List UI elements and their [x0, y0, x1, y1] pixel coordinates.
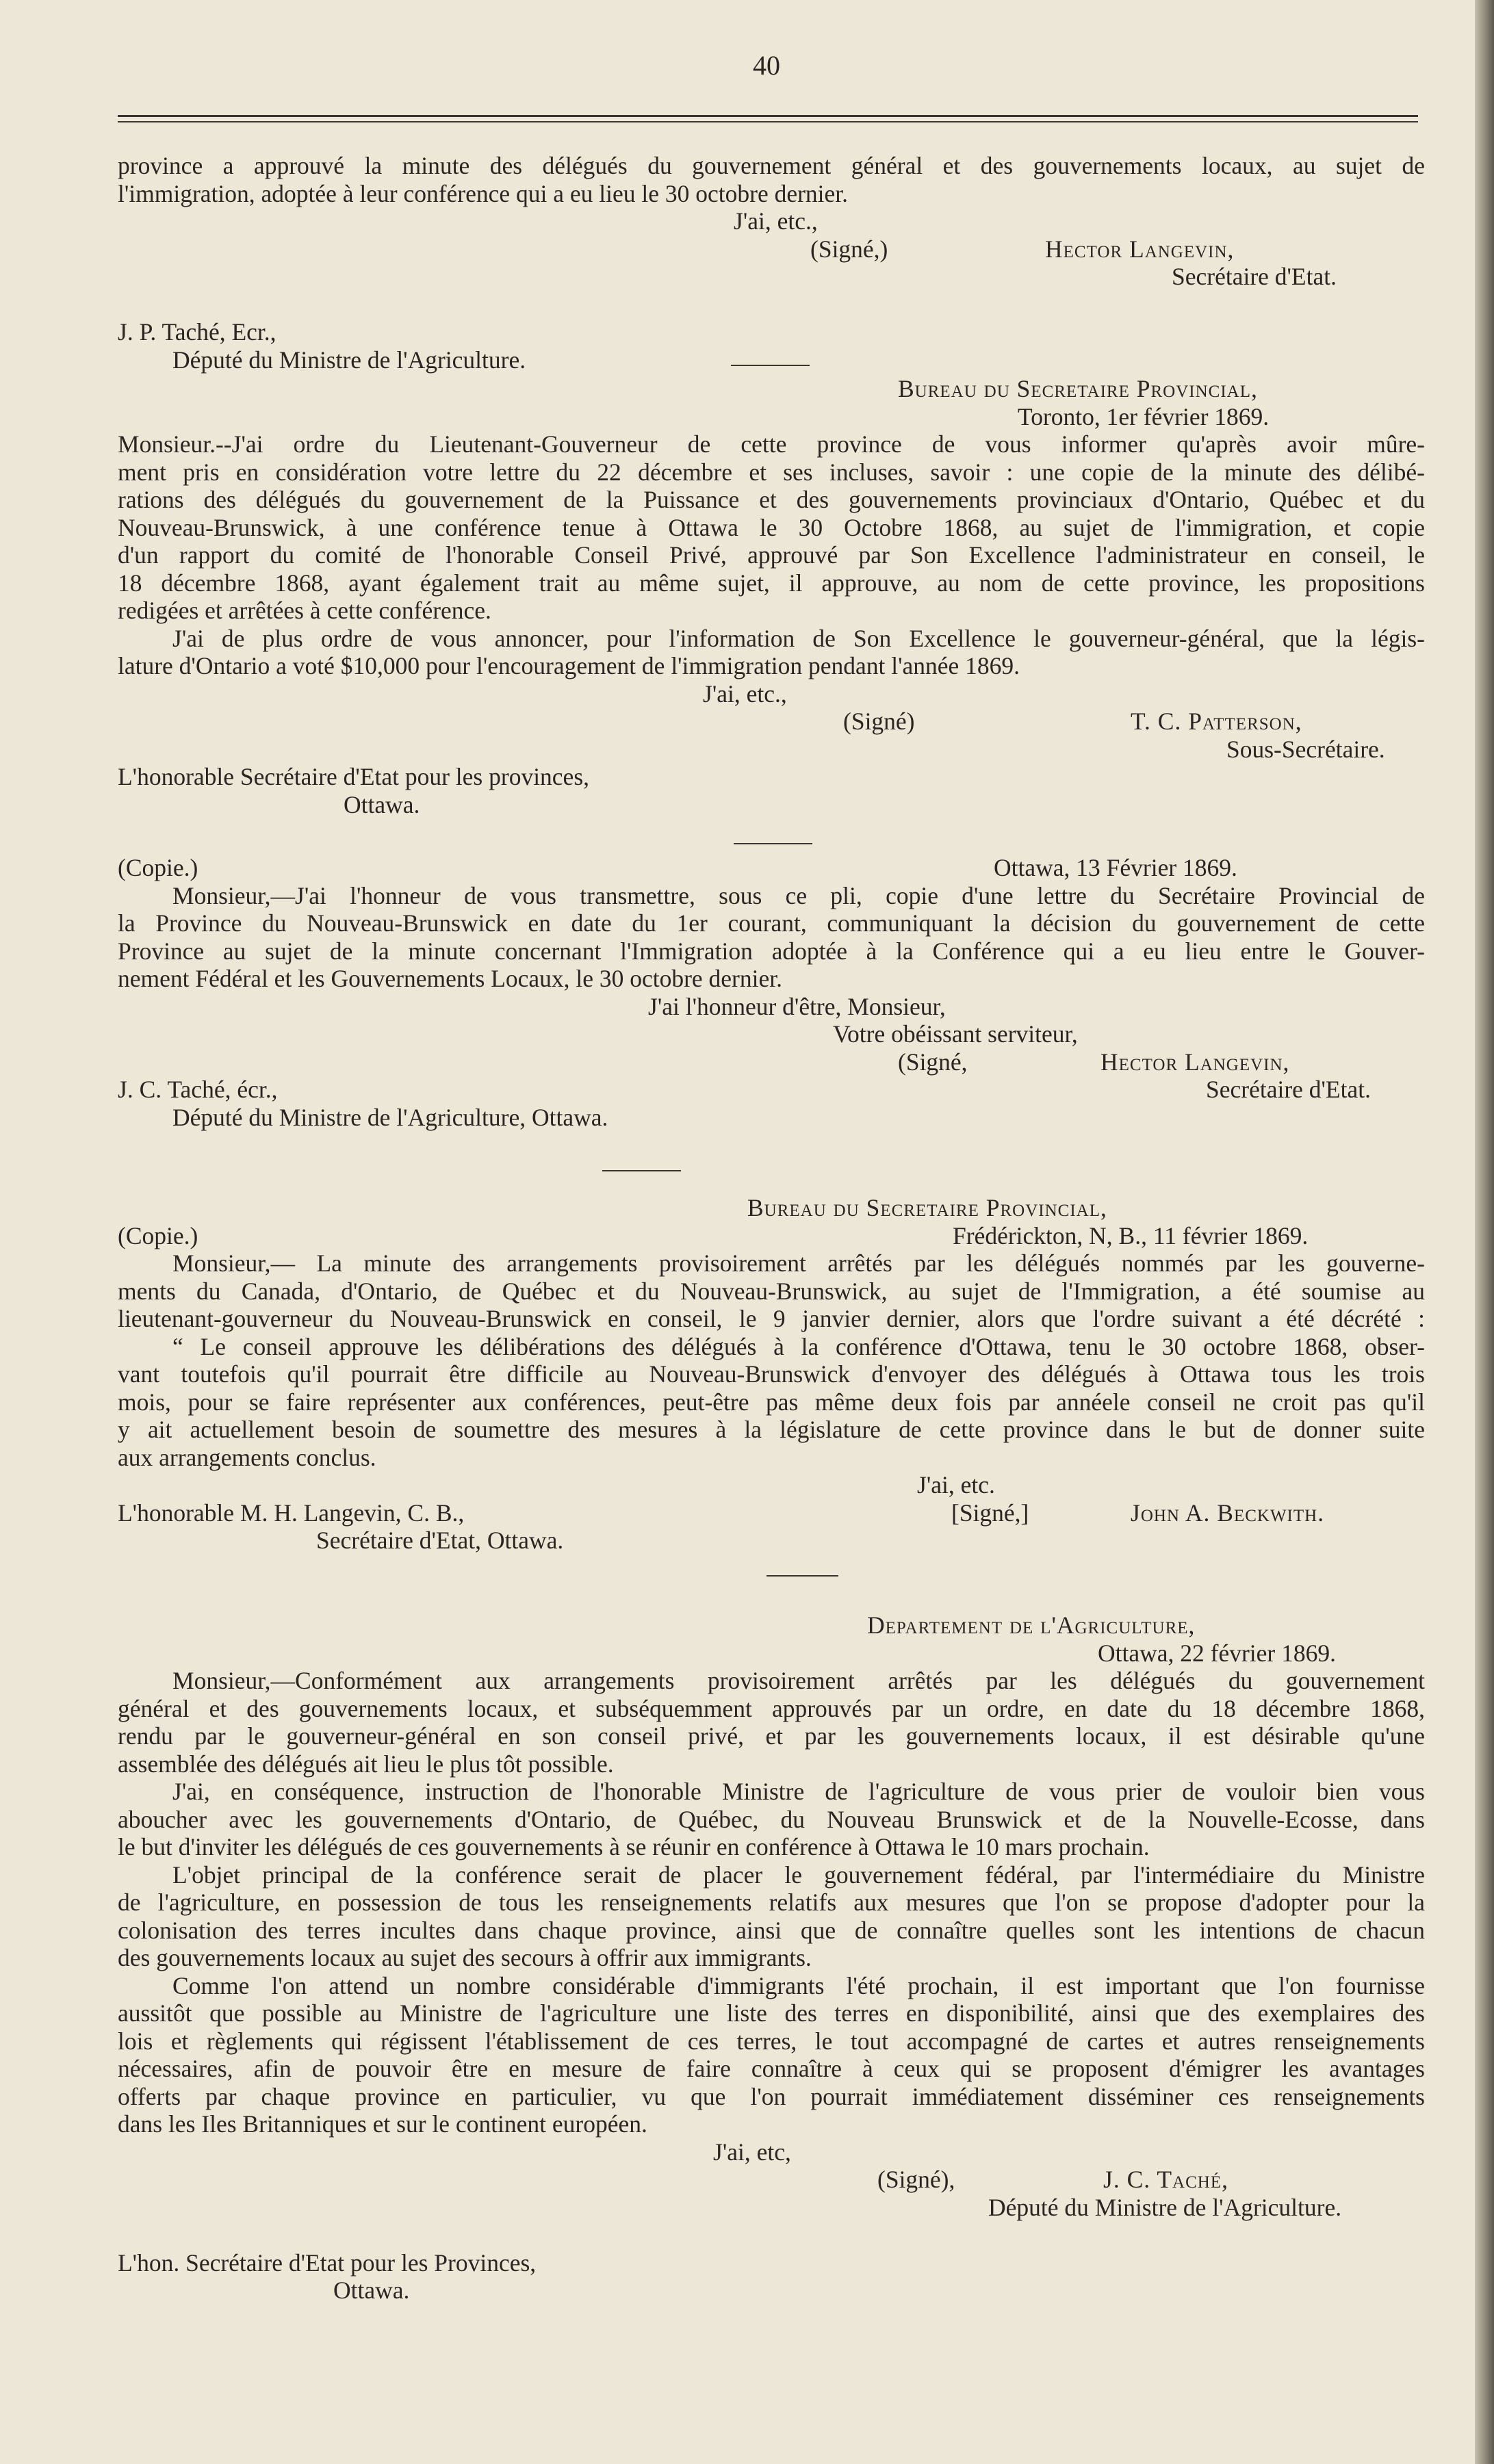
signer-title: Secrétaire d'Etat.	[1172, 263, 1337, 290]
letter-date: Toronto, 1er février 1869.	[1018, 402, 1270, 430]
paragraph-line: redigées et arrêtées à cette conférence.	[118, 597, 491, 624]
paragraph-line: général et des gouvernements locaux, et subséquemment approuvés par un ordre, en date du 18 décembre 1868,	[118, 1694, 1425, 1722]
paragraph-line: des gouvernements locaux au sujet des secours à offrir aux immigrants.	[118, 1944, 812, 1971]
book-binding-edge	[1475, 0, 1494, 2464]
signed-mark: [Signé,]	[951, 1499, 1029, 1527]
quote-line: aux arrangements conclus.	[118, 1443, 376, 1471]
signer-name: John A. Beckwith.	[1131, 1499, 1325, 1527]
paragraph-line: assemblée des délégués ait lieu le plus tôt possible.	[118, 1750, 614, 1778]
signature-line	[118, 235, 1425, 263]
quote-line: y ait actuellement besoin de soumettre des mesures à la législature de cette province dans le but de donner suite	[118, 1416, 1425, 1443]
letter-date: Ottawa, 13 Février 1869.	[994, 854, 1237, 881]
closing-jai: J'ai, etc.	[917, 1471, 995, 1499]
office-heading: Departement de l'Agriculture,	[867, 1611, 1196, 1639]
office-line	[118, 1194, 1425, 1222]
addressee-city: Ottawa.	[333, 2277, 410, 2304]
paragraph-line: 18 décembre 1868, ayant également trait au même sujet, il approuve, au nom de cette province, les propositions	[118, 569, 1425, 597]
paragraph-line: L'objet principal de la conférence serait de placer le gouvernement fédéral, par l'intermédiaire du Ministre	[172, 1860, 1425, 1889]
signer-name: Hector Langevin,	[1045, 235, 1235, 263]
quote-line: vant toutefois qu'il pourrait être difficile au Nouveau-Brunswick d'envoyer des délégués à Ottawa tous les trois	[118, 1360, 1425, 1388]
paragraph-line: lature d'Ontario a voté $10,000 pour l'encouragement de l'immigration pendant l'année 1869.	[118, 652, 1020, 679]
signed-mark: (Signé),	[877, 2166, 955, 2193]
letter-agriculture-dept	[118, 1611, 1425, 2305]
addressee: J. P. Taché, Ecr.,	[118, 318, 276, 346]
addressee-title: Secrétaire d'Etat, Ottawa.	[316, 1527, 564, 1554]
office-heading: Bureau du Secretaire Provincial,	[898, 375, 1258, 402]
closing-line	[118, 207, 1425, 235]
closing-line	[118, 1471, 1425, 1499]
paragraph-line: province a approuvé la minute des délégués du gouvernement général et des gouvernements locaux, au sujet de	[118, 152, 1425, 179]
closing-line	[118, 1020, 1425, 1048]
date-line	[118, 1639, 1425, 1668]
paragraph-line: rendu par le gouverneur-général en son conseil privé, et par les gouvernements locaux, il est désirable qu'une	[118, 1722, 1425, 1750]
signed-mark: (Signé,)	[810, 235, 888, 263]
section-divider	[602, 1170, 681, 1171]
signer-title-line	[118, 736, 1425, 764]
copy-mark: (Copie.)	[118, 854, 198, 881]
paragraph-line: ment pris en considération votre lettre du 22 décembre et ses incluses, savoir : une copie de la minute des délibé-	[118, 458, 1425, 486]
paragraph-line: offerts par chaque province en particulier, vu que l'on pourrait immédiatement disséminer ces renseignements	[118, 2082, 1425, 2110]
paragraph-line: rations des délégués du gouvernement de la Puissance et des gouvernements provinciaux d'Ontario, Québec et du	[118, 486, 1425, 513]
signature-line	[118, 2166, 1425, 2194]
paragraph-line: l'immigration, adoptée à leur conférence qui a eu lieu le 30 octobre dernier.	[118, 179, 849, 207]
paragraph-line: le but d'inviter les délégués de ces gouvernements à se réunir en conférence à Ottawa le 10 mars prochain.	[118, 1833, 1150, 1860]
addressee-line	[118, 791, 1425, 819]
addressee-line	[118, 1527, 1425, 1555]
paragraph-line: nécessaires, afin de pouvoir être en mesure de faire connaître à ceux qui se proposent d'émigrer les avantages	[118, 2055, 1425, 2082]
signer-title: Sous-Secrétaire.	[1226, 735, 1385, 763]
section-divider	[734, 843, 812, 844]
signer-name: J. C. Taché,	[1103, 2166, 1228, 2193]
office-line	[118, 375, 1425, 403]
closing-text: Votre obéissant serviteur,	[833, 1020, 1078, 1048]
addressee-city: Ottawa.	[344, 790, 420, 818]
paragraph-line: la Province du Nouveau-Brunswick en date du 1er courant, communiquant la décision du gouvernement de cette	[118, 909, 1425, 937]
addressee-line	[118, 2249, 1425, 2277]
paragraph-line: J'ai de plus ordre de vous annoncer, pour l'information de Son Excellence le gouverneur-général, que la légis-	[172, 624, 1425, 652]
paragraph-line: J'ai, en conséquence, instruction de l'honorable Ministre de l'agriculture de vous prier de vouloir bien vous	[172, 1778, 1425, 1805]
paragraph-line: Province au sujet de la minute concernant l'Immigration adoptée à la Conférence qui a eu lieu entre le Gouver-	[118, 937, 1425, 965]
addressee: J. C. Taché, écr.,	[118, 1076, 278, 1103]
addressee-line	[118, 1104, 1425, 1132]
letter-fredericton	[118, 1194, 1425, 1555]
addressee-line	[118, 346, 1425, 374]
office-line	[118, 1611, 1425, 1639]
paragraph-line: aboucher avec les gouvernements d'Ontario, de Québec, du Nouveau Brunswick et de la Nouvelle-Ecosse, dans	[118, 1805, 1425, 1833]
paragraph-line: aussitôt que possible au Ministre de l'agriculture une liste des terres en disponibilité, ainsi que des exemplaires des	[118, 1999, 1425, 2027]
letter-langevin-ending	[118, 152, 1425, 374]
closing-line	[118, 2138, 1425, 2166]
copy-mark: (Copie.)	[118, 1221, 198, 1249]
section-divider	[731, 365, 810, 366]
quote-line: “ Le conseil approuve les délibérations des délégués à la conférence d'Ottawa, tenu le 30 octobre 1868, obser-	[172, 1332, 1425, 1360]
paragraph-line: lieutenant-gouverneur du Nouveau-Brunswick en conseil, le 9 janvier dernier, alors que l'ordre suivant a été décrété :	[118, 1305, 1425, 1332]
section-divider	[767, 1575, 838, 1577]
letter-date: Ottawa, 22 février 1869.	[1098, 1639, 1336, 1667]
signer-title: Député du Ministre de l'Agriculture.	[988, 2193, 1342, 2221]
signature-line	[118, 1499, 1425, 1527]
paragraph-line: Monsieur,—J'ai l'honneur de vous transmettre, sous ce pli, copie d'une lettre du Secrétaire Provincial de	[172, 881, 1425, 909]
header-line	[118, 854, 1425, 882]
addressee: L'hon. Secrétaire d'Etat pour les Provinces,	[118, 2248, 537, 2277]
closing-jai: J'ai, etc.,	[734, 207, 818, 235]
addressee-title: Député du Ministre de l'Agriculture, Ottawa.	[172, 1103, 608, 1131]
closing-jai: J'ai, etc.,	[703, 679, 787, 708]
paragraph-line: Monsieur,—Conformément aux arrangements provisoirement arrêtés par les délégués du gouvernement	[172, 1667, 1425, 1694]
header-line	[118, 1222, 1425, 1250]
paragraph-line: colonisation des terres incultes dans chaque province, ainsi que de connaître quelles sont les intentions de chacun	[118, 1916, 1425, 1944]
page-number: 40	[753, 50, 780, 81]
letter-toronto	[118, 375, 1425, 818]
closing-line	[118, 680, 1425, 708]
signature-line	[118, 1048, 1425, 1076]
letter-ottawa-13-feb	[118, 854, 1425, 1131]
office-heading: Bureau du Secretaire Provincial,	[747, 1194, 1107, 1221]
header-double-rule	[118, 115, 1418, 122]
addressee-title: Député du Ministre de l'Agriculture.	[172, 346, 526, 374]
addressee-line	[118, 2277, 1425, 2305]
addressee-line	[118, 318, 1425, 346]
closing-jai: J'ai, etc,	[713, 2138, 791, 2166]
paragraph-line: Monsieur.--J'ai ordre du Lieutenant-Gouverneur de cette province de vous informer qu'après avoir mûre-	[118, 430, 1425, 458]
addressee-line	[118, 763, 1425, 791]
signature-line	[118, 708, 1425, 736]
signed-mark: (Signé,	[898, 1048, 968, 1076]
paragraph-line: Nouveau-Brunswick, à une conférence tenue à Ottawa le 30 Octobre 1868, au sujet de l'immigration, et copie	[118, 513, 1425, 541]
signer-name: T. C. Patterson,	[1131, 708, 1302, 735]
paragraph-line: lois et règlements qui régissent l'établissement de ces terres, le tout accompagné de cartes et autres renseignements	[118, 2027, 1425, 2055]
date-line	[118, 403, 1425, 431]
quote-line: mois, pour se faire représenter aux conférences, peut-être pas même deux fois par annéele conseil ne croit pas qu'il	[118, 1388, 1425, 1416]
signer-title: Secrétaire d'Etat.	[1206, 1076, 1371, 1103]
closing-line	[118, 993, 1425, 1021]
signer-name: Hector Langevin,	[1100, 1048, 1290, 1076]
paragraph-line: de l'agriculture, en possession de tous les renseignements relatifs aux mesures que l'on se propose d'adopter pour la	[118, 1889, 1425, 1916]
addressee-signer-line	[118, 1076, 1425, 1104]
paragraph-line: ments du Canada, d'Ontario, de Québec et du Nouveau-Brunswick, au sujet de l'Immigration, a été soumise au	[118, 1277, 1425, 1305]
paragraph-line: dans les Iles Britanniques et sur le continent européen.	[118, 2110, 647, 2138]
paragraph-line: Comme l'on attend un nombre considérable d'immigrants l'été prochain, il est important que l'on fournisse	[172, 1971, 1425, 1999]
addressee: L'honorable M. H. Langevin, C. B.,	[118, 1499, 465, 1527]
paragraph-line: Monsieur,— La minute des arrangements provisoirement arrêtés par les délégués nommés par les gouverne-	[172, 1249, 1425, 1277]
paragraph-line: d'un rapport du comité de l'honorable Conseil Privé, approuvé par Son Excellence l'administrateur en conseil, le	[118, 541, 1425, 569]
signed-mark: (Signé)	[843, 708, 915, 735]
closing-text: J'ai l'honneur d'être, Monsieur,	[648, 992, 946, 1020]
addressee: L'honorable Secrétaire d'Etat pour les provinces,	[118, 763, 590, 790]
signer-title-line	[118, 263, 1425, 291]
letter-date: Frédérickton, N, B., 11 février 1869.	[953, 1221, 1309, 1249]
signer-title-line	[118, 2194, 1425, 2222]
paragraph-line: nement Fédéral et les Gouvernements Locaux, le 30 octobre dernier.	[118, 965, 782, 992]
